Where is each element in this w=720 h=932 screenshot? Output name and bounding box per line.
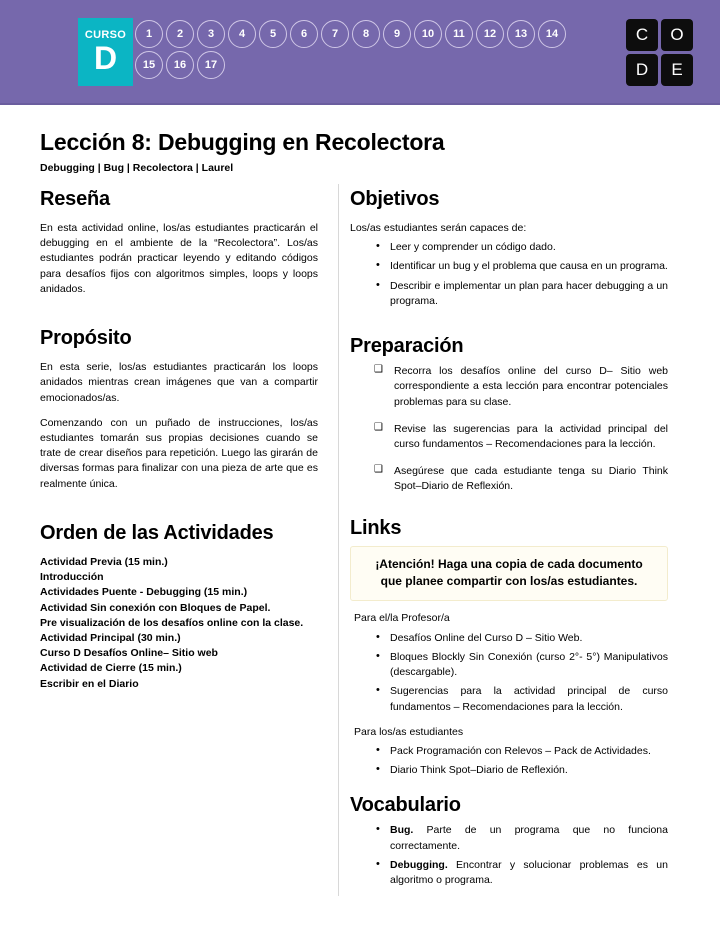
lesson-number-circle[interactable]: 8 bbox=[352, 20, 380, 48]
list-item: ❑ Revise las sugerencias para la actividad principal del curso fundamentos – Recomendaciones para la lección. bbox=[374, 422, 668, 452]
spacer bbox=[350, 313, 668, 335]
code-logo-tile: E bbox=[661, 54, 693, 86]
section-vocabulario bbox=[350, 794, 668, 888]
activity-order-item: Actividad de Cierre (15 min.) bbox=[40, 662, 182, 675]
proposito-paragraph-2: Comenzando con un puñado de instrucciones, los/as estudiantes tomarán sus propias decisiones cuando se trate de crear diseños para repetición. Luego las girarán de diversas formas para finalizar con una pieza de arte que es realmente única. bbox=[40, 416, 318, 490]
section-proposito bbox=[40, 327, 318, 492]
links-teacher-list bbox=[350, 631, 668, 715]
list-item: • Leer y comprender un código dado. bbox=[376, 240, 668, 255]
vocabulary-item bbox=[376, 823, 668, 853]
column-divider bbox=[338, 184, 339, 896]
code-logo-tile: C bbox=[626, 19, 658, 51]
lesson-number-circle[interactable]: 2 bbox=[166, 20, 194, 48]
links-teacher-label: Para el/la Profesor/a bbox=[354, 612, 450, 625]
right-column bbox=[332, 188, 668, 892]
code-logo-tile: O bbox=[661, 19, 693, 51]
links-student-list bbox=[350, 744, 668, 778]
vocabulary-item bbox=[376, 858, 668, 888]
objetivos-list bbox=[350, 240, 668, 309]
list-item: • Describir e implementar un plan para hacer debugging a un programa. bbox=[376, 279, 668, 309]
vocabulary-term: Debugging. bbox=[390, 858, 448, 871]
activity-order-list bbox=[40, 555, 318, 692]
lesson-number-circle[interactable]: 7 bbox=[321, 20, 349, 48]
list-item: ❑ Recorra los desafíos online del curso D– Sitio web correspondiente a esta lección para encontrar potenciales problemas para su clase. bbox=[374, 364, 668, 410]
lesson-number-circle[interactable]: 12 bbox=[476, 20, 504, 48]
spacer bbox=[40, 297, 318, 327]
vocabulary-definition: Encontrar y solucionar problemas es un algoritmo o programa. bbox=[390, 858, 668, 887]
lesson-number-circle[interactable]: 11 bbox=[445, 20, 473, 48]
list-item: • Desafíos Online del Curso D – Sitio Web. bbox=[376, 631, 668, 646]
section-links bbox=[350, 517, 668, 779]
lesson-number-circle[interactable]: 3 bbox=[197, 20, 225, 48]
code-logo-tile: D bbox=[626, 54, 658, 86]
vocabulary-definition: Parte de un programa que no funciona correctamente. bbox=[390, 824, 668, 852]
list-item: • Pack Programación con Relevos – Pack de Actividades. bbox=[376, 744, 668, 759]
attention-callout: ¡Atención! Haga una copia de cada documento que planee compartir con los/as estudiantes. bbox=[350, 546, 668, 602]
preparacion-heading: Preparación bbox=[350, 335, 464, 358]
lesson-number-circle[interactable]: 4 bbox=[228, 20, 256, 48]
section-objetivos bbox=[350, 188, 668, 309]
code-logo bbox=[626, 19, 693, 86]
objetivos-lead: Los/as estudiantes serán capaces de: bbox=[350, 222, 527, 234]
spacer bbox=[350, 782, 668, 794]
activity-order-item: Actividades Puente - Debugging (15 min.) bbox=[40, 586, 248, 599]
title-block bbox=[0, 105, 720, 174]
orden-heading: Orden de las Actividades bbox=[40, 521, 274, 544]
vocabulario-heading: Vocabulario bbox=[350, 794, 461, 817]
spacer bbox=[350, 495, 668, 517]
lesson-number-circle[interactable]: 13 bbox=[507, 20, 535, 48]
proposito-heading: Propósito bbox=[40, 327, 132, 350]
lesson-number-circle[interactable]: 16 bbox=[166, 51, 194, 79]
spacer bbox=[40, 492, 318, 522]
resena-paragraph: En esta actividad online, los/as estudiantes practicarán el debugging en el ambiente de la “Recolectora”. Los/as estudiantes podrán practicar leyendo y editando códigos para desafíos fijos con algoritmos simples, loops y loops anidados. bbox=[40, 222, 318, 295]
lesson-number-circle[interactable]: 1 bbox=[135, 20, 163, 48]
activity-order-item: Actividad Principal (30 min.) bbox=[40, 631, 181, 644]
lesson-number-circle[interactable]: 17 bbox=[197, 51, 225, 79]
lesson-number-circle[interactable]: 5 bbox=[259, 20, 287, 48]
page-header bbox=[0, 0, 720, 105]
activity-order-item: Pre visualización de los desafíos online con la clase. bbox=[40, 616, 304, 629]
activity-order-item: Introducción bbox=[40, 571, 104, 584]
section-resena bbox=[40, 188, 318, 297]
lesson-number-circle[interactable]: 9 bbox=[383, 20, 411, 48]
list-item: ❑ Asegúrese que cada estudiante tenga su Diario Think Spot–Diario de Reflexión. bbox=[374, 464, 668, 494]
lesson-number-circle[interactable]: 10 bbox=[414, 20, 442, 48]
course-badge bbox=[78, 18, 133, 86]
left-column bbox=[40, 188, 332, 892]
activity-order-item: Curso D Desafíos Online– Sitio web bbox=[40, 647, 218, 660]
vocabulario-list bbox=[350, 823, 668, 888]
page-title: Lección 8: Debugging en Recolectora bbox=[40, 129, 445, 155]
section-preparacion bbox=[350, 335, 668, 495]
resena-heading: Reseña bbox=[40, 188, 110, 210]
list-item: • Sugerencias para la actividad principal de curso fundamentos – Recomendaciones para la lección. bbox=[376, 684, 668, 714]
list-item: • Bloques Blockly Sin Conexión (curso 2°- 5°) Manipulativos (descargable). bbox=[376, 650, 668, 680]
objetivos-heading: Objetivos bbox=[350, 188, 440, 210]
course-badge-word: CURSO bbox=[84, 29, 127, 41]
activity-order-item: Actividad Sin conexión con Bloques de Papel. bbox=[40, 601, 271, 614]
activity-order-item: Actividad Previa (15 min.) bbox=[40, 555, 168, 568]
section-orden-actividades bbox=[40, 522, 318, 692]
lesson-tags: Debugging | Bug | Recolectora | Laurel bbox=[40, 162, 234, 174]
vocabulary-term: Bug. bbox=[390, 824, 414, 837]
lesson-number-circle[interactable]: 14 bbox=[538, 20, 566, 48]
lesson-number-nav bbox=[135, 20, 595, 79]
course-badge-letter: D bbox=[93, 40, 118, 76]
list-item: • Diario Think Spot–Diario de Reflexión. bbox=[376, 763, 668, 778]
activity-order-item: Escribir en el Diario bbox=[40, 677, 139, 690]
lesson-number-circle[interactable]: 15 bbox=[135, 51, 163, 79]
lesson-number-circle[interactable]: 6 bbox=[290, 20, 318, 48]
links-heading: Links bbox=[350, 516, 402, 539]
list-item: • Identificar un bug y el problema que causa en un programa. bbox=[376, 259, 668, 274]
content-columns bbox=[0, 174, 720, 892]
proposito-paragraph-1: En esta serie, los/as estudiantes practicarán los loops anidados mientras crean imágenes que van a compartir emocionados/as. bbox=[40, 361, 318, 404]
preparacion-checklist bbox=[350, 364, 668, 495]
links-student-label: Para los/as estudiantes bbox=[354, 725, 464, 738]
